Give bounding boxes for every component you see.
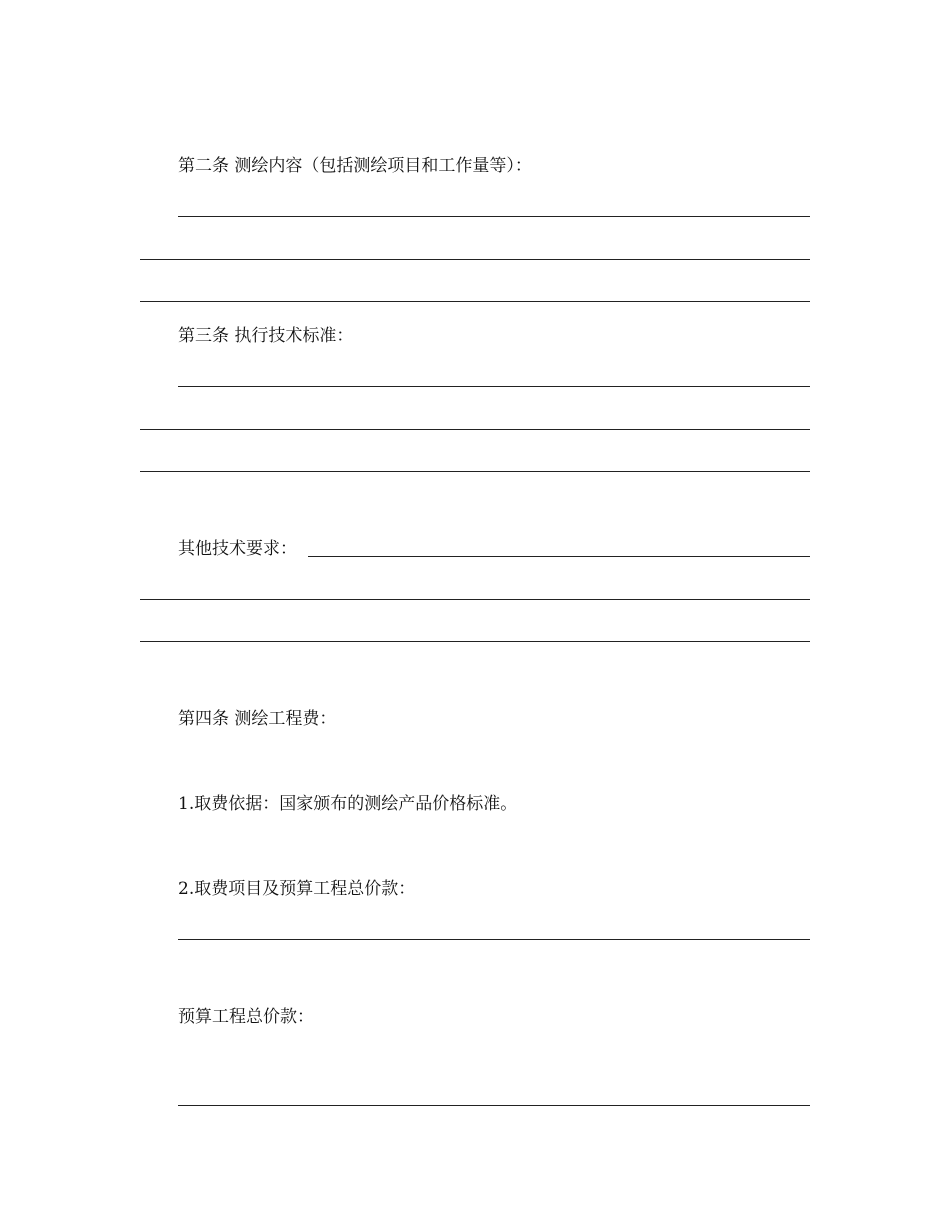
article-2-blank-line-3[interactable] xyxy=(140,301,810,302)
fee-basis-item: 1.取费依据：国家颁布的测绘产品价格标准。 xyxy=(178,794,518,814)
other-requirements-blank-line-1[interactable] xyxy=(308,556,810,557)
budget-total-blank-line[interactable] xyxy=(178,1105,810,1106)
article-3-blank-line-1[interactable] xyxy=(178,386,810,387)
article-3-heading: 第三条 执行技术标准： xyxy=(178,326,354,346)
article-2-heading: 第二条 测绘内容（包括测绘项目和工作量等）： xyxy=(178,156,532,176)
other-requirements-blank-line-3[interactable] xyxy=(140,641,810,642)
fee-items-item: 2.取费项目及预算工程总价款： xyxy=(178,879,416,899)
article-3-blank-line-2[interactable] xyxy=(140,429,810,430)
other-requirements-label: 其他技术要求： xyxy=(178,539,297,559)
article-2-blank-line-1[interactable] xyxy=(178,216,810,217)
article-3-blank-line-3[interactable] xyxy=(140,471,810,472)
article-2-blank-line-2[interactable] xyxy=(140,259,810,260)
other-requirements-blank-line-2[interactable] xyxy=(140,599,810,600)
budget-total-label: 预算工程总价款： xyxy=(178,1007,314,1027)
fee-items-blank-line[interactable] xyxy=(178,939,810,940)
article-4-heading: 第四条 测绘工程费： xyxy=(178,709,337,729)
